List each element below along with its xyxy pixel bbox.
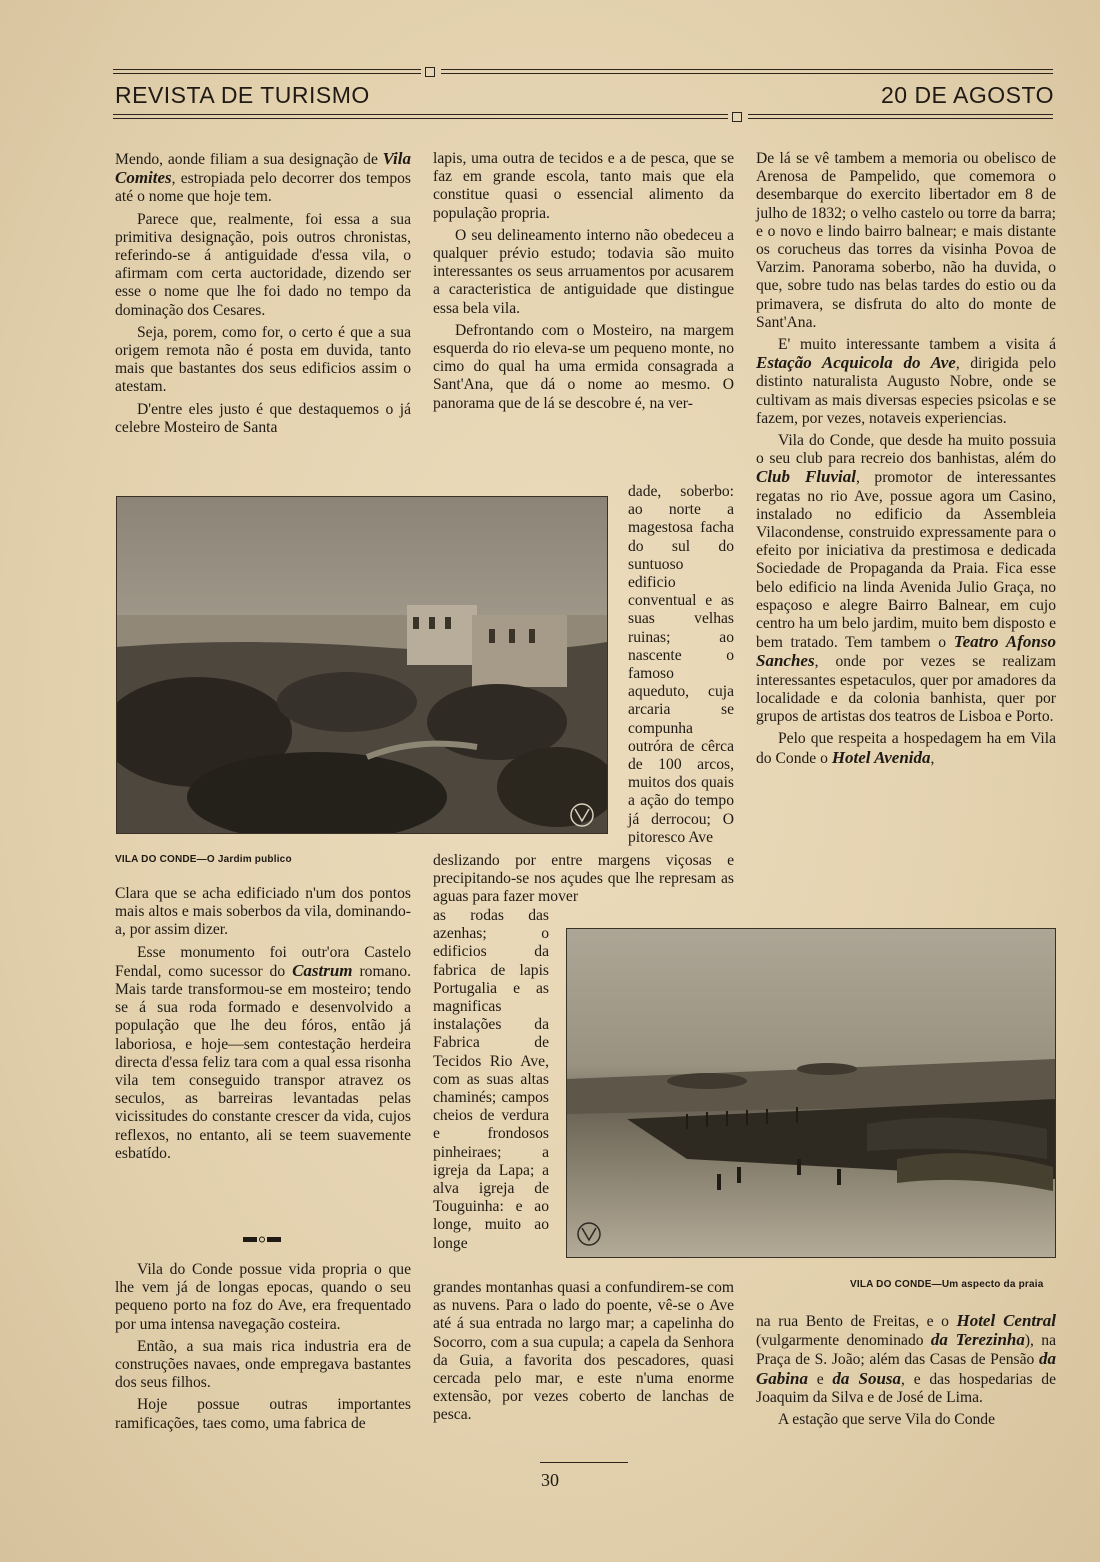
column-1-bottom	[115, 885, 411, 1163]
paragraph: deslizando por entre margens viçosas e precipitando-se nos açudes que lhe represam as aguas para fazer mover	[433, 852, 734, 906]
column-2-narrow-1	[628, 483, 734, 847]
paragraph: Pelo que respeita a hospedagem ha em Vila do Conde o Hotel Avenida,	[756, 730, 1056, 767]
paragraph: A estação que serve Vila do Conde	[778, 1411, 996, 1429]
page-number: 30	[541, 1470, 559, 1490]
photo-aspecto-praia	[566, 928, 1056, 1258]
paragraph: D'entre eles justo é que destaquemos o já celebre Mosteiro de Santa	[115, 400, 411, 436]
paragraph: Esse monumento foi outr'ora Castelo Fendal, como sucessor do Castrum romano. Mais tarde transformou-se em mosteiro; tendo se á sua roda formado e desenvolvido a população que lhe deu fóros, então já laboriosa, e hoje—sem contestação herdeira directa d'essa feliz tara com a qual essa risonha vila tem conseguido transpor atravez os seculos, as barreiras levantadas pelas vicissitudes do constante crescer da vida, cujos reflexos, no entanto, ali se teem suavemente esbatído.	[115, 943, 411, 1162]
paragraph: Então, a sua mais rica industria era de construções navaes, onde empregava bastantes dos seus filhos.	[115, 1337, 411, 1392]
italic-name: Castrum	[292, 960, 353, 980]
column-2-wide-2	[433, 1279, 734, 1425]
paragraph: E' muito interessante tambem a visita á Estação Acquicola do Ave, dirigida pelo distinto naturalista Augusto Nobre, onde se cultivam as mais diversas especies psicolas e se fazem, por vezes, notaveis experiencias.	[756, 336, 1056, 427]
italic-name: da Gabina	[756, 1349, 1056, 1388]
column-1-top	[115, 150, 411, 437]
paragraph: na rua Bento de Freitas, e o Hotel Central (vulgarmente denominado da Terezinha), na Praça de S. João; além das Casas de Pensão da Gabina e da Sousa, e das hospedarias de Joaquim da Silva e de José de Lima.	[756, 1311, 1057, 1406]
paragraph: Mendo, aonde filiam a sua designação de Vila Comites, estropiada pelo decorrer dos tempos até o nome que hoje tem.	[115, 149, 411, 206]
header-rule-top-left	[113, 69, 421, 74]
paragraph: lapis, uma outra de tecidos e a de pesca, que se faz em grande escola, tanto mais que ela constitue quasi o essencial alimento da população propria.	[433, 150, 734, 222]
italic-name: da Sousa	[832, 1368, 902, 1388]
photo-jardim-publico	[116, 496, 608, 834]
paragraph: Vila do Conde, que desde ha muito possuia o seu club para recreio dos banhistas, além do Club Fluvial, promotor de interessantes regatas no rio Ave, possue agora um Casino, instalado no edificio da Assembleia Vilacondense, construido expressamente para o efeito por iniciativa da prestimosa e dedicada Sociedade de Propaganda da Praia. Fica esse belo edificio na linda Avenida Julio Graça, no espaçoso e alegre Bairro Balnear, em cujo centro ha um belo jardim, muito bem disposto e bem tratado. Tem tambem o Teatro Afonso Sanches, onde por vezes se realizam interessantes espetaculos, quer por amadores da localidade e da colonia banhista, quer por grupos de artistas dos teatros de Lisboa e Porto.	[756, 432, 1056, 726]
header-rule-bottom-right	[748, 114, 1053, 119]
paragraph: Vila do Conde possue vida propria o que lhe vem já de longas epocas, quando o seu pequeno porto na foz do Ave, era frequentado por uma intensa navegação costeira.	[115, 1261, 411, 1333]
paragraph: as rodas das azenhas; o edificios da fabrica de lapis Portugalia e as magnificas instalações da Fabrica de Tecidos Rio Ave, com as suas altas chaminés; campos cheios de verdura e frondosos pinheiraes; a igreja da Lapa; a alva igreja de Touguinha: e ao longe, muito ao longe	[433, 907, 549, 1252]
section-ornament	[243, 1236, 281, 1243]
paragraph: O seu delineamento interno não obedeceu a qualquer prévio estudo; todavia são muito interessantes os seus arruamentos por acusarem a caracteristica de antiguidade que distingue essa bela vila.	[433, 226, 734, 317]
column-2-top	[433, 150, 734, 413]
paragraph: Defrontando com o Mosteiro, na margem esquerda do rio eleva-se um pequeno monte, no cimo do qual ha uma ermida consagrada a Sant'Ana, que dá o nome ao mesmo. O panorama que de lá se descobre é, na ver-	[433, 321, 734, 412]
garden-photo-image	[117, 497, 607, 833]
italic-name: Vila Comites	[115, 149, 411, 188]
paragraph: Clara que se acha edificiado n'um dos pontos mais altos e mais soberbos da vila, dominando-a, por assim dizer.	[115, 885, 411, 939]
italic-name: Hotel Avenida	[831, 747, 931, 767]
italic-name: Estação Acquicola do Ave	[756, 353, 956, 373]
italic-name: Hotel Central	[956, 1311, 1056, 1330]
italic-name: Teatro Afonso Sanches	[756, 632, 1056, 671]
italic-name: da Terezinha	[930, 1330, 1025, 1350]
column-2-wide-1	[433, 852, 734, 907]
page-number-rule	[540, 1462, 628, 1463]
column-2-narrow-2	[433, 907, 549, 1253]
header-ornament-square-2	[732, 112, 742, 122]
paragraph: De lá se vê tambem a memoria ou obelisco de Arenosa de Pampelido, que comemora o desembarque do exercito libertador em 8 de julho de 1832; o velho castelo ou torre da barra; e o novo e lindo bairro balnear; e mais distante os corucheus das torres da visinha Povoa de Varzim. Panorama soberbo, não ha duvida, o que, sobre tudo nas belas tardes do estio ou da primavera, se disfruta do alto do monte de Sant'Ana.	[756, 150, 1056, 331]
photo-1-caption: VILA DO CONDE—O Jardim publico	[115, 854, 292, 865]
column-3-bottom	[756, 1312, 1056, 1429]
column-1-after-ornament	[115, 1261, 411, 1433]
paragraph: grandes montanhas quasi a confundirem-se com as nuvens. Para o lado do poente, vê-se o Ave até á sua entrada no largo mar; a capelinha do Socorro, com a sua cupula; a capela da Senhora da Guia, a favorita dos pescadores, quasi cercada pelo mar, e este n'uma enorme extensão, por vezes coberto de lanchas de pesca.	[433, 1279, 734, 1424]
header-rule-bottom-left	[113, 114, 728, 119]
paragraph: dade, soberbo: ao norte a magestosa facha do sul do suntuoso edificio conventual e as suas velhas ruinas; ao nascente o famoso aqueduto, cuja arcaria se compunha outróra de cêrca de 100 arcos, muitos dos quais a ação do tempo já derrocou; O pitoresco Ave	[628, 483, 734, 846]
paragraph: Hoje possue outras importantes ramificações, taes como, uma fabrica de	[115, 1396, 411, 1432]
paragraph: Parece que, realmente, foi essa a sua primitiva designação, pois outros chronistas, referindo-se á antiguidade d'essa vila, o afirmam com certa auctoridade, dizendo ser esse o nome que lhe foi dado no tempo da dominação dos Cesares.	[115, 210, 411, 319]
header-rule-top-right	[441, 69, 1053, 74]
paragraph: Seja, porem, como for, o certo é que a sua origem remota não é posta em duvida, tanto mais que bastantes dos seus edificios assim o atestam.	[115, 323, 411, 396]
header-ornament-square	[425, 67, 435, 77]
issue-date: 20 DE AGOSTO	[880, 82, 1054, 108]
column-3-top	[756, 150, 1056, 768]
italic-name: Club Fluvial	[756, 467, 856, 487]
beach-photo-image	[567, 929, 1055, 1257]
magazine-title: REVISTA DE TURISMO	[115, 82, 370, 108]
photo-2-caption: VILA DO CONDE—Um aspecto da praia	[850, 1279, 1044, 1290]
